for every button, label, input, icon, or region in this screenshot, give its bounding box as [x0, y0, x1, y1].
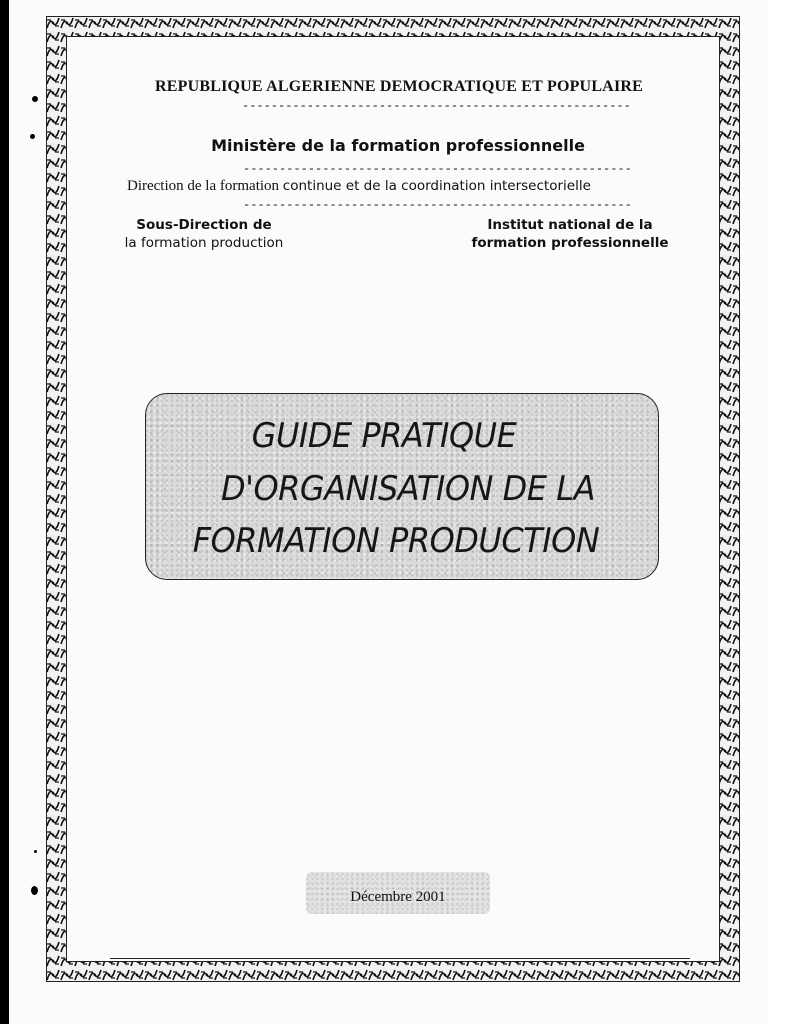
direction-heading-part2: continue et de la coordination intersectorielle: [282, 178, 591, 194]
sub-direction-line1: Sous-Direction de: [136, 217, 272, 233]
direction-heading-part1: Direction de la formation: [127, 178, 283, 194]
scan-speck: [32, 96, 38, 102]
separator-line: ------------------------------------------------------: [243, 198, 632, 212]
sub-direction-block: [112, 216, 296, 252]
title-line-3: FORMATION PRODUCTION: [192, 521, 600, 561]
scan-speck: [31, 886, 38, 895]
title-line-1: GUIDE PRATIQUE: [251, 416, 517, 456]
footer-rule: [110, 958, 690, 959]
sub-direction-line2: la formation production: [124, 235, 284, 251]
separator-line: ------------------------------------------------------: [243, 162, 632, 176]
ministry-heading: Ministère de la formation professionnelle: [211, 136, 585, 155]
title-line-2: D'ORGANISATION DE LA: [221, 469, 595, 509]
country-heading: REPUBLIQUE ALGERIENNE DEMOCRATIQUE ET POPULAIRE: [155, 78, 643, 95]
publication-date: Décembre 2001: [350, 889, 446, 905]
direction-heading: [127, 178, 591, 195]
institute-line1: Institut national de la: [487, 217, 653, 233]
institute-line2: formation professionnelle: [471, 235, 669, 251]
title-box: [145, 393, 659, 580]
institute-block: [468, 216, 672, 252]
scan-speck: [34, 850, 37, 853]
separator-line: ------------------------------------------------------: [242, 99, 631, 113]
